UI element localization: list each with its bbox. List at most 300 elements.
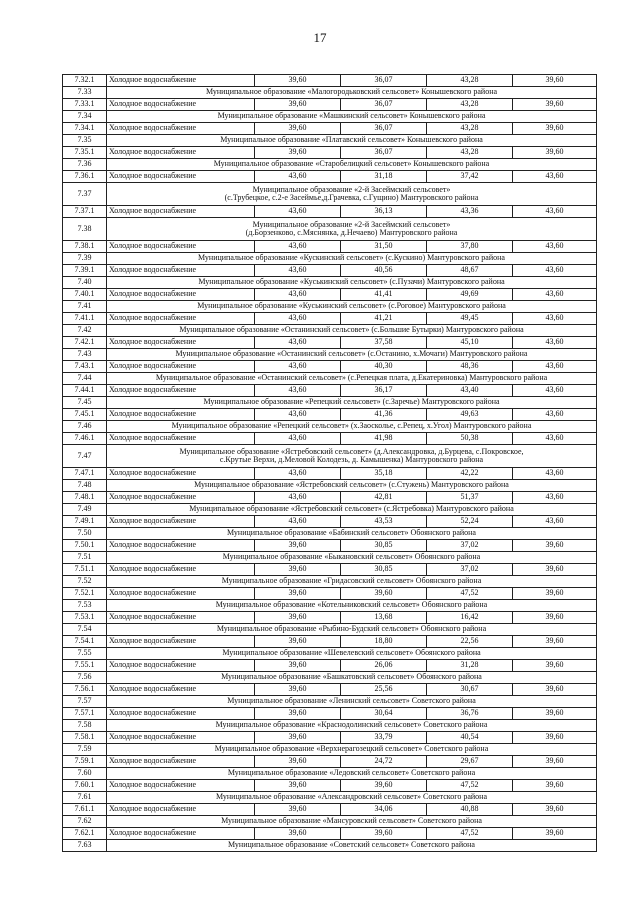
tariff-value-2: 39,60 xyxy=(341,588,427,600)
municipality-name xyxy=(107,672,597,684)
tariff-row xyxy=(63,337,597,349)
tariff-value-4: 39,60 xyxy=(513,732,597,744)
service-label: Холодное водоснабжение xyxy=(107,265,255,277)
municipality-name xyxy=(107,253,597,265)
municipality-name-line: Муниципальное образование «Гридасовский сельсовет» Обоянского района xyxy=(221,576,482,586)
tariff-value-1: 43,60 xyxy=(255,492,341,504)
tariff-value-1: 39,60 xyxy=(255,660,341,672)
municipality-name xyxy=(107,445,597,468)
tariff-value-1: 43,60 xyxy=(255,468,341,480)
tariff-value-1: 39,60 xyxy=(255,588,341,600)
municipality-name-line: Муниципальное образование «Ястребовский сельсовет» (д.Александровка, д.Бурцева, с.Покровское, xyxy=(179,446,524,456)
municipality-name-line: Муниципальное образование «Краснодолинский сельсовет» Советского района xyxy=(215,720,488,730)
tariff-row xyxy=(63,492,597,504)
tariff-row xyxy=(63,75,597,87)
municipality-name xyxy=(107,648,597,660)
tariff-table-body xyxy=(63,75,597,852)
service-label: Холодное водоснабжение xyxy=(107,540,255,552)
municipality-name xyxy=(107,111,597,123)
municipality-row xyxy=(63,87,597,99)
service-label: Холодное водоснабжение xyxy=(107,385,255,397)
municipality-row xyxy=(63,445,597,468)
tariff-value-3: 50,38 xyxy=(427,433,513,445)
service-label: Холодное водоснабжение xyxy=(107,684,255,696)
tariff-value-1: 39,60 xyxy=(255,636,341,648)
tariff-row xyxy=(63,516,597,528)
tariff-value-1: 43,60 xyxy=(255,516,341,528)
tariff-value-3: 52,24 xyxy=(427,516,513,528)
row-code: 7.33.1 xyxy=(63,99,107,111)
municipality-name xyxy=(107,301,597,313)
tariff-value-4: 43,60 xyxy=(513,516,597,528)
municipality-name xyxy=(107,325,597,337)
row-code: 7.61.1 xyxy=(63,804,107,816)
row-code: 7.62 xyxy=(63,816,107,828)
row-code: 7.58 xyxy=(63,720,107,732)
municipality-name xyxy=(107,744,597,756)
row-code: 7.48.1 xyxy=(63,492,107,504)
row-code: 7.60.1 xyxy=(63,780,107,792)
tariff-row xyxy=(63,265,597,277)
tariff-row xyxy=(63,468,597,480)
municipality-name-line: Муниципальное образование «Малогородьковский сельсовет» Конышевского района xyxy=(205,87,498,97)
tariff-value-4: 39,60 xyxy=(513,99,597,111)
service-label: Холодное водоснабжение xyxy=(107,361,255,373)
row-code: 7.52 xyxy=(63,576,107,588)
tariff-table xyxy=(62,74,597,852)
municipality-name-line: Муниципальное образование «Репецкий сельсовет» (х.Заосколье, с.Репец, х.Угол) Мантуровского района xyxy=(171,421,532,431)
service-label: Холодное водоснабжение xyxy=(107,588,255,600)
municipality-name-line: Муниципальное образование «Котельниковский сельсовет» Обоянского района xyxy=(215,600,488,610)
tariff-value-2: 35,18 xyxy=(341,468,427,480)
municipality-row xyxy=(63,600,597,612)
tariff-row xyxy=(63,732,597,744)
tariff-value-4: 43,60 xyxy=(513,468,597,480)
tariff-value-4: 43,60 xyxy=(513,241,597,253)
row-code: 7.49.1 xyxy=(63,516,107,528)
tariff-value-4: 43,60 xyxy=(513,361,597,373)
tariff-value-4: 43,60 xyxy=(513,206,597,218)
row-code: 7.56.1 xyxy=(63,684,107,696)
tariff-value-2: 31,50 xyxy=(341,241,427,253)
row-code: 7.40.1 xyxy=(63,289,107,301)
tariff-value-2: 36,07 xyxy=(341,99,427,111)
municipality-name xyxy=(107,720,597,732)
row-code: 7.34 xyxy=(63,111,107,123)
row-code: 7.35.1 xyxy=(63,147,107,159)
tariff-row xyxy=(63,804,597,816)
municipality-name xyxy=(107,528,597,540)
row-code: 7.56 xyxy=(63,672,107,684)
row-code: 7.39.1 xyxy=(63,265,107,277)
tariff-value-1: 43,60 xyxy=(255,265,341,277)
tariff-row xyxy=(63,828,597,840)
tariff-value-3: 47,52 xyxy=(427,828,513,840)
tariff-value-3: 49,69 xyxy=(427,289,513,301)
municipality-name-line: Муниципальное образование «Платавский сельсовет» Конышевского района xyxy=(220,135,483,145)
tariff-value-1: 43,60 xyxy=(255,206,341,218)
municipality-name xyxy=(107,397,597,409)
service-label: Холодное водоснабжение xyxy=(107,409,255,421)
municipality-name-line: Муниципальное образование «2-й Засеймский сельсовет» xyxy=(252,184,451,194)
service-label: Холодное водоснабжение xyxy=(107,564,255,576)
municipality-name xyxy=(107,768,597,780)
municipality-name xyxy=(107,696,597,708)
row-code: 7.48 xyxy=(63,480,107,492)
tariff-value-4: 43,60 xyxy=(513,313,597,325)
tariff-value-1: 39,60 xyxy=(255,147,341,159)
tariff-value-1: 43,60 xyxy=(255,171,341,183)
tariff-value-3: 29,67 xyxy=(427,756,513,768)
tariff-row xyxy=(63,171,597,183)
municipality-name xyxy=(107,624,597,636)
tariff-value-1: 39,60 xyxy=(255,123,341,135)
row-code: 7.60 xyxy=(63,768,107,780)
tariff-value-4: 43,60 xyxy=(513,433,597,445)
row-code: 7.46.1 xyxy=(63,433,107,445)
service-label: Холодное водоснабжение xyxy=(107,337,255,349)
municipality-name-line: Муниципальное образование «Старобелицкий сельсовет» Конышевского района xyxy=(213,159,490,169)
tariff-value-3: 47,52 xyxy=(427,588,513,600)
row-code: 7.39 xyxy=(63,253,107,265)
municipality-name xyxy=(107,159,597,171)
municipality-row xyxy=(63,218,597,241)
tariff-value-3: 30,67 xyxy=(427,684,513,696)
tariff-value-3: 51,37 xyxy=(427,492,513,504)
row-code: 7.34.1 xyxy=(63,123,107,135)
tariff-value-3: 48,67 xyxy=(427,265,513,277)
tariff-value-1: 43,60 xyxy=(255,409,341,421)
row-code: 7.55.1 xyxy=(63,660,107,672)
tariff-value-3: 43,28 xyxy=(427,99,513,111)
municipality-name-line: Муниципальное образование «Ястребовский сельсовет» (с.Ястребовка) Мантуровского района xyxy=(189,504,514,514)
municipality-name-line: с.Крутые Верхи, д.Меловой Колодезь, д. Камышенка) Мантуровского района xyxy=(219,455,484,464)
page-number: 17 xyxy=(313,30,327,45)
tariff-row xyxy=(63,588,597,600)
row-code: 7.37.1 xyxy=(63,206,107,218)
row-code: 7.40 xyxy=(63,277,107,289)
tariff-value-1: 43,60 xyxy=(255,361,341,373)
municipality-row xyxy=(63,135,597,147)
municipality-row xyxy=(63,792,597,804)
tariff-value-2: 30,85 xyxy=(341,564,427,576)
municipality-row xyxy=(63,253,597,265)
tariff-row xyxy=(63,684,597,696)
municipality-name xyxy=(107,480,597,492)
tariff-value-1: 39,60 xyxy=(255,612,341,624)
tariff-value-2: 13,68 xyxy=(341,612,427,624)
row-code: 7.36.1 xyxy=(63,171,107,183)
tariff-row xyxy=(63,289,597,301)
tariff-value-1: 39,60 xyxy=(255,99,341,111)
municipality-name xyxy=(107,87,597,99)
municipality-name xyxy=(107,277,597,289)
row-code: 7.49 xyxy=(63,504,107,516)
tariff-value-2: 36,07 xyxy=(341,75,427,87)
tariff-value-3: 43,28 xyxy=(427,147,513,159)
tariff-value-2: 41,41 xyxy=(341,289,427,301)
tariff-value-4: 39,60 xyxy=(513,756,597,768)
tariff-row xyxy=(63,206,597,218)
municipality-name xyxy=(107,792,597,804)
municipality-name xyxy=(107,421,597,433)
row-code: 7.58.1 xyxy=(63,732,107,744)
municipality-row xyxy=(63,528,597,540)
service-label: Холодное водоснабжение xyxy=(107,241,255,253)
tariff-value-2: 25,56 xyxy=(341,684,427,696)
tariff-row xyxy=(63,708,597,720)
row-code: 7.35 xyxy=(63,135,107,147)
municipality-name xyxy=(107,504,597,516)
row-code: 7.41.1 xyxy=(63,313,107,325)
row-code: 7.61 xyxy=(63,792,107,804)
row-code: 7.43 xyxy=(63,349,107,361)
tariff-value-3: 37,80 xyxy=(427,241,513,253)
service-label: Холодное водоснабжение xyxy=(107,516,255,528)
tariff-value-4: 43,60 xyxy=(513,171,597,183)
municipality-row xyxy=(63,672,597,684)
row-code: 7.42.1 xyxy=(63,337,107,349)
row-code: 7.59 xyxy=(63,744,107,756)
municipality-row xyxy=(63,744,597,756)
municipality-row xyxy=(63,840,597,852)
tariff-value-2: 31,18 xyxy=(341,171,427,183)
row-code: 7.46 xyxy=(63,421,107,433)
tariff-value-3: 37,42 xyxy=(427,171,513,183)
municipality-name-line: Муниципальное образование «Мансуровский сельсовет» Советского района xyxy=(221,816,482,826)
tariff-row xyxy=(63,564,597,576)
row-code: 7.62.1 xyxy=(63,828,107,840)
municipality-row xyxy=(63,397,597,409)
row-code: 7.44.1 xyxy=(63,385,107,397)
municipality-name-line: Муниципальное образование «Останинский сельсовет» (с.Большие Бутырки) Мантуровского района xyxy=(179,325,524,335)
municipality-name-line: Муниципальное образование «2-й Засеймский сельсовет» xyxy=(252,219,451,229)
row-code: 7.37 xyxy=(63,183,107,206)
tariff-value-3: 45,10 xyxy=(427,337,513,349)
tariff-value-4: 39,60 xyxy=(513,540,597,552)
service-label: Холодное водоснабжение xyxy=(107,492,255,504)
row-code: 7.50 xyxy=(63,528,107,540)
municipality-name-line: Муниципальное образование «Кускинский сельсовет» (с.Кускино) Мантуровского района xyxy=(198,253,505,263)
municipality-name-line: Муниципальное образование «Ястребовский сельсовет» (с.Стужень) Мантуровского района xyxy=(194,480,509,490)
municipality-row xyxy=(63,159,597,171)
municipality-name-line: Муниципальное образование «Машкинский сельсовет» Конышевского района xyxy=(217,111,486,121)
tariff-value-1: 43,60 xyxy=(255,289,341,301)
tariff-value-4: 43,60 xyxy=(513,385,597,397)
municipality-name xyxy=(107,349,597,361)
row-code: 7.32.1 xyxy=(63,75,107,87)
tariff-value-4: 43,60 xyxy=(513,337,597,349)
tariff-value-3: 43,28 xyxy=(427,75,513,87)
service-label: Холодное водоснабжение xyxy=(107,171,255,183)
municipality-name-line: Муниципальное образование «Бабинский сельсовет» Обоянского района xyxy=(227,528,476,538)
service-label: Холодное водоснабжение xyxy=(107,206,255,218)
municipality-name-line: Муниципальное образование «Верхнерагозецкий сельсовет» Советского района xyxy=(214,744,489,754)
municipality-name-line: Муниципальное образование «Ленинский сельсовет» Советского района xyxy=(227,696,476,706)
municipality-row xyxy=(63,421,597,433)
row-code: 7.54 xyxy=(63,624,107,636)
municipality-name-line: Муниципальное образование «Советский сельсовет» Советского района xyxy=(228,840,475,850)
tariff-value-3: 31,28 xyxy=(427,660,513,672)
service-label: Холодное водоснабжение xyxy=(107,147,255,159)
tariff-value-4: 39,60 xyxy=(513,804,597,816)
tariff-value-2: 18,80 xyxy=(341,636,427,648)
tariff-row xyxy=(63,409,597,421)
tariff-value-1: 39,60 xyxy=(255,684,341,696)
municipality-row xyxy=(63,576,597,588)
tariff-value-2: 26,06 xyxy=(341,660,427,672)
row-code: 7.43.1 xyxy=(63,361,107,373)
service-label: Холодное водоснабжение xyxy=(107,756,255,768)
tariff-row xyxy=(63,361,597,373)
row-code: 7.44 xyxy=(63,373,107,385)
municipality-row xyxy=(63,373,597,385)
row-code: 7.54.1 xyxy=(63,636,107,648)
tariff-value-1: 39,60 xyxy=(255,540,341,552)
tariff-value-4: 39,60 xyxy=(513,147,597,159)
tariff-value-4: 39,60 xyxy=(513,684,597,696)
row-code: 7.45.1 xyxy=(63,409,107,421)
row-code: 7.59.1 xyxy=(63,756,107,768)
tariff-value-2: 36,07 xyxy=(341,147,427,159)
municipality-name xyxy=(107,218,597,241)
municipality-row xyxy=(63,325,597,337)
tariff-value-1: 39,60 xyxy=(255,732,341,744)
municipality-name xyxy=(107,840,597,852)
tariff-value-4: 39,60 xyxy=(513,780,597,792)
tariff-row xyxy=(63,540,597,552)
municipality-name xyxy=(107,576,597,588)
tariff-value-1: 39,60 xyxy=(255,708,341,720)
tariff-value-1: 39,60 xyxy=(255,804,341,816)
municipality-name-line: Муниципальное образование «Куськинский сельсовет» (с.Роговое) Мантуровского района xyxy=(197,301,506,311)
tariff-value-2: 40,56 xyxy=(341,265,427,277)
tariff-value-1: 43,60 xyxy=(255,337,341,349)
tariff-value-3: 47,52 xyxy=(427,780,513,792)
municipality-row xyxy=(63,111,597,123)
municipality-name-line: (д.Борзенково, с.Мяснянка, д.Нечаево) Мантуровского района xyxy=(245,228,458,237)
municipality-name-line: Муниципальное образование «Быкановский сельсовет» Обоянского района xyxy=(222,552,481,562)
municipality-name-line: Муниципальное образование «Ледовский сельсовет» Советского района xyxy=(227,768,476,778)
tariff-value-3: 40,54 xyxy=(427,732,513,744)
municipality-row xyxy=(63,277,597,289)
tariff-value-4: 39,60 xyxy=(513,660,597,672)
tariff-value-2: 39,60 xyxy=(341,828,427,840)
municipality-name xyxy=(107,373,597,385)
service-label: Холодное водоснабжение xyxy=(107,660,255,672)
service-label: Холодное водоснабжение xyxy=(107,313,255,325)
row-code: 7.63 xyxy=(63,840,107,852)
service-label: Холодное водоснабжение xyxy=(107,780,255,792)
tariff-value-2: 41,98 xyxy=(341,433,427,445)
service-label: Холодное водоснабжение xyxy=(107,828,255,840)
row-code: 7.53 xyxy=(63,600,107,612)
row-code: 7.42 xyxy=(63,325,107,337)
row-code: 7.47.1 xyxy=(63,468,107,480)
tariff-row xyxy=(63,780,597,792)
tariff-value-4: 39,60 xyxy=(513,588,597,600)
tariff-value-4: 43,60 xyxy=(513,409,597,421)
service-label: Холодное водоснабжение xyxy=(107,612,255,624)
row-code: 7.38.1 xyxy=(63,241,107,253)
tariff-value-1: 39,60 xyxy=(255,828,341,840)
tariff-value-2: 42,81 xyxy=(341,492,427,504)
tariff-value-3: 49,63 xyxy=(427,409,513,421)
municipality-name-line: Муниципальное образование «Репецкий сельсовет» (с.Заречье) Мантуровского района xyxy=(203,397,500,407)
tariff-value-3: 42,22 xyxy=(427,468,513,480)
tariff-value-1: 43,60 xyxy=(255,313,341,325)
tariff-value-2: 30,64 xyxy=(341,708,427,720)
service-label: Холодное водоснабжение xyxy=(107,433,255,445)
tariff-row xyxy=(63,313,597,325)
row-code: 7.53.1 xyxy=(63,612,107,624)
row-code: 7.41 xyxy=(63,301,107,313)
tariff-value-2: 43,53 xyxy=(341,516,427,528)
municipality-row xyxy=(63,183,597,206)
tariff-value-4: 39,60 xyxy=(513,636,597,648)
tariff-value-4: 39,60 xyxy=(513,708,597,720)
row-code: 7.52.1 xyxy=(63,588,107,600)
municipality-name xyxy=(107,135,597,147)
municipality-name-line: Муниципальное образование «Останинский сельсовет» (с.Останино, х.Мочаги) Мантуровского района xyxy=(175,349,528,359)
municipality-row xyxy=(63,648,597,660)
municipality-name-line: Муниципальное образование «Башкатовский сельсовет» Обоянского района xyxy=(221,672,482,682)
tariff-value-2: 37,58 xyxy=(341,337,427,349)
row-code: 7.57 xyxy=(63,696,107,708)
row-code: 7.45 xyxy=(63,397,107,409)
municipality-name xyxy=(107,552,597,564)
municipality-row xyxy=(63,480,597,492)
service-label: Холодное водоснабжение xyxy=(107,468,255,480)
tariff-value-2: 40,30 xyxy=(341,361,427,373)
tariff-value-2: 24,72 xyxy=(341,756,427,768)
tariff-value-2: 34,06 xyxy=(341,804,427,816)
service-label: Холодное водоснабжение xyxy=(107,289,255,301)
row-code: 7.36 xyxy=(63,159,107,171)
municipality-row xyxy=(63,624,597,636)
tariff-row xyxy=(63,612,597,624)
tariff-value-1: 39,60 xyxy=(255,75,341,87)
municipality-name xyxy=(107,816,597,828)
tariff-value-2: 41,21 xyxy=(341,313,427,325)
tariff-value-2: 41,36 xyxy=(341,409,427,421)
municipality-row xyxy=(63,349,597,361)
tariff-value-1: 39,60 xyxy=(255,756,341,768)
service-label: Холодное водоснабжение xyxy=(107,123,255,135)
tariff-row xyxy=(63,147,597,159)
tariff-value-2: 33,79 xyxy=(341,732,427,744)
tariff-value-4: 43,60 xyxy=(513,289,597,301)
tariff-value-3: 43,36 xyxy=(427,206,513,218)
tariff-value-4: 39,60 xyxy=(513,828,597,840)
service-label: Холодное водоснабжение xyxy=(107,804,255,816)
tariff-value-2: 36,07 xyxy=(341,123,427,135)
municipality-row xyxy=(63,768,597,780)
tariff-value-3: 16,42 xyxy=(427,612,513,624)
service-label: Холодное водоснабжение xyxy=(107,99,255,111)
tariff-row xyxy=(63,636,597,648)
row-code: 7.50.1 xyxy=(63,540,107,552)
tariff-value-1: 43,60 xyxy=(255,433,341,445)
municipality-row xyxy=(63,696,597,708)
tariff-value-4: 39,60 xyxy=(513,564,597,576)
row-code: 7.38 xyxy=(63,218,107,241)
municipality-name-line: Муниципальное образование «Александровский сельсовет» Советского района xyxy=(215,792,488,802)
tariff-value-1: 39,60 xyxy=(255,780,341,792)
municipality-row xyxy=(63,720,597,732)
municipality-row xyxy=(63,504,597,516)
row-code: 7.51 xyxy=(63,552,107,564)
